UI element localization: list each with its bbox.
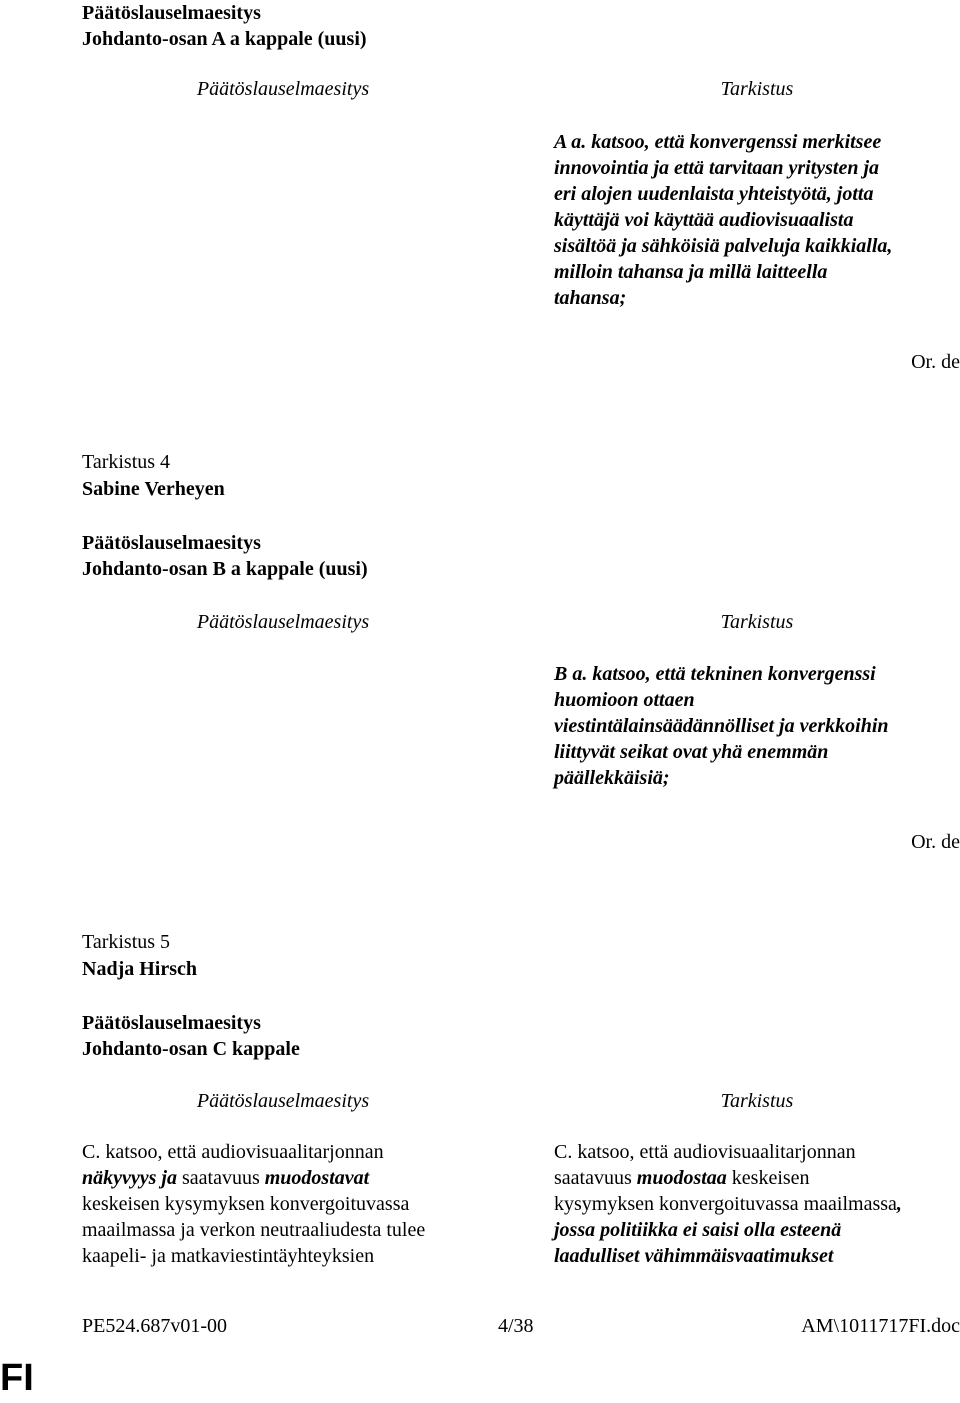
language-mark: FI — [0, 1357, 34, 1399]
amend-line: eri alojen uudenlaista yhteistyötä, jotta — [554, 183, 874, 205]
block2-amendment-title: Tarkistus 4 — [82, 451, 171, 473]
amend-line: käyttäjä voi käyttää audiovisuaalista — [554, 209, 854, 231]
deleted-text: näkyvyys ja — [82, 1167, 177, 1189]
block3-heading-line1: Päätöslauselmaesitys — [82, 1012, 261, 1034]
block2-orig-language: Or. de — [911, 831, 960, 853]
block3-amendment-text — [554, 1139, 902, 1269]
amend-line: jossa politiikka ei saisi olla esteenä — [554, 1219, 842, 1241]
amend-line: sisältöä ja sähköisiä palveluja kaikkialla, — [554, 235, 893, 257]
amend-line: innovointia ja että tarvitaan yritysten ja — [554, 157, 880, 179]
footer-doc-ref: PE524.687v01-00 — [82, 1315, 227, 1337]
block1-heading-line1: Päätöslauselmaesitys — [82, 2, 261, 24]
block3-original-text — [82, 1139, 425, 1269]
amend-line — [554, 1165, 902, 1191]
plain-text: kysymyksen konvergoituvassa maailmassa — [554, 1193, 897, 1215]
amend-line: tahansa; — [554, 287, 627, 309]
deleted-text: muodostavat — [264, 1167, 370, 1189]
block1-heading-line2: Johdanto-osan A a kappale (uusi) — [82, 28, 367, 50]
amend-line: laadulliset vähimmäisvaatimukset — [554, 1245, 834, 1267]
plain-text: saatavuus — [554, 1167, 637, 1189]
footer-page-number: 4/38 — [498, 1315, 534, 1337]
changed-text: muodostaa — [636, 1167, 727, 1189]
plain-text: saatavuus — [176, 1167, 265, 1189]
changed-text: , — [896, 1193, 902, 1215]
amend-line — [554, 1191, 902, 1217]
block3-col-right-label: Tarkistus — [720, 1090, 794, 1112]
block3-col-left-label: Päätöslauselmaesitys — [196, 1090, 370, 1112]
block1-amendment-text — [554, 129, 892, 311]
original-line: keskeisen kysymyksen konvergoituvassa — [82, 1193, 410, 1215]
original-line: C. katsoo, että audiovisuaalitarjonnan — [82, 1141, 384, 1163]
amend-line: päällekkäisiä; — [554, 767, 670, 789]
block2-heading-line1: Päätöslauselmaesitys — [82, 532, 261, 554]
block1-orig-language: Or. de — [911, 351, 960, 373]
block3-author: Nadja Hirsch — [82, 958, 197, 980]
block3-heading-line2: Johdanto-osan C kappale — [82, 1038, 300, 1060]
block2-col-right-label: Tarkistus — [720, 611, 794, 633]
amend-line: B a. katsoo, että tekninen konvergenssi — [554, 663, 876, 685]
original-line: kaapeli- ja matkaviestintäyhteyksien — [82, 1245, 375, 1267]
block3-amendment-title: Tarkistus 5 — [82, 931, 171, 953]
amend-line: A a. katsoo, että konvergenssi merkitsee — [554, 131, 882, 153]
block2-heading-line2: Johdanto-osan B a kappale (uusi) — [82, 558, 368, 580]
block1-col-left-label: Päätöslauselmaesitys — [196, 78, 370, 100]
footer-file-name: AM\1011717FI.doc — [801, 1315, 960, 1337]
block2-author: Sabine Verheyen — [82, 478, 225, 500]
amend-line: huomioon ottaen — [554, 689, 695, 711]
amend-line: viestintälainsäädännölliset ja verkkoihin — [554, 715, 889, 737]
original-line — [82, 1165, 425, 1191]
plain-text: keskeisen — [726, 1167, 810, 1189]
amend-line: milloin tahansa ja millä laitteella — [554, 261, 828, 283]
block1-col-right-label: Tarkistus — [720, 78, 794, 100]
amend-line: liittyvät seikat ovat yhä enemmän — [554, 741, 829, 763]
original-line: maailmassa ja verkon neutraaliudesta tulee — [82, 1219, 426, 1241]
block2-amendment-text — [554, 661, 889, 791]
amend-line: C. katsoo, että audiovisuaalitarjonnan — [554, 1141, 856, 1163]
block2-col-left-label: Päätöslauselmaesitys — [196, 611, 370, 633]
